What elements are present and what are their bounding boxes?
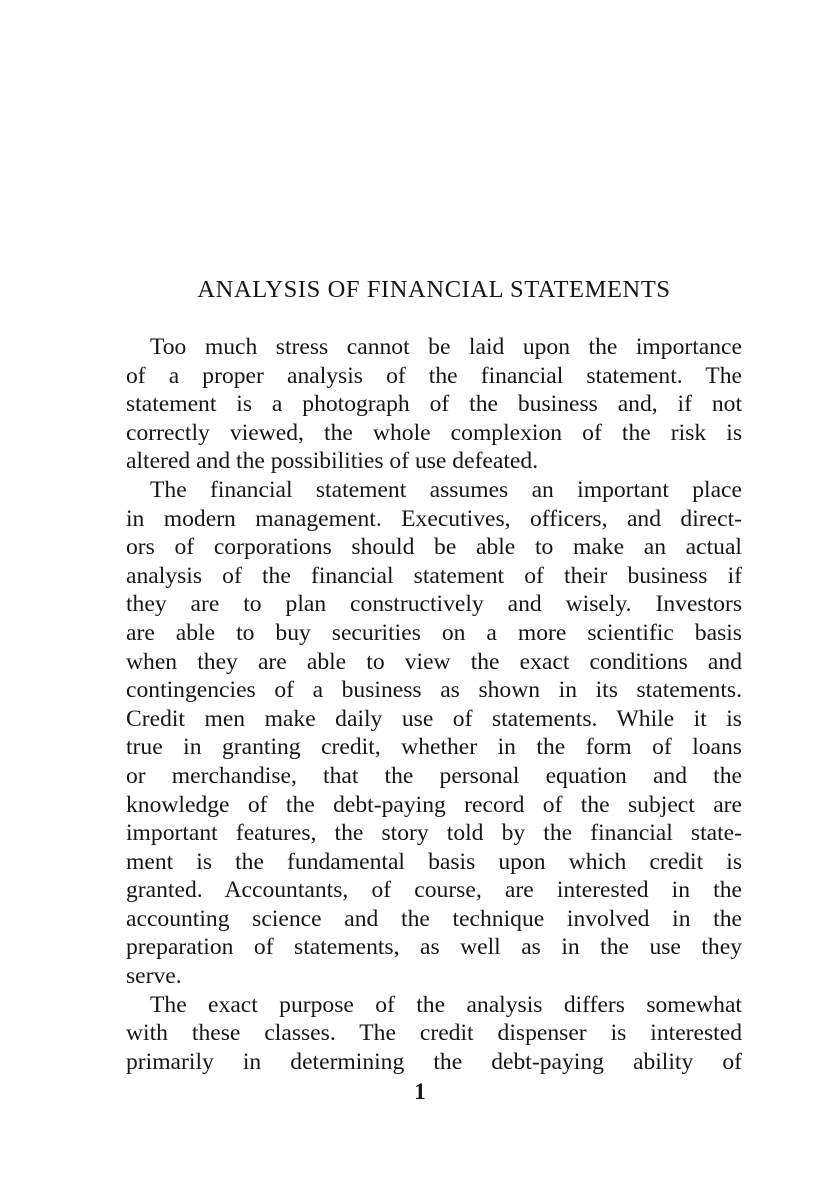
text-line: granted. Accountants, of course, are interested in the — [126, 877, 742, 904]
text-line: correctly viewed, the whole complexion of the risk is — [126, 419, 742, 446]
text-line: contingencies of a business as shown in its statements. — [126, 677, 742, 704]
body-text — [126, 333, 742, 1076]
text-line: are able to buy securities on a more scientific basis — [126, 619, 742, 646]
page-number: 1 — [414, 1079, 426, 1104]
chapter-title: ANALYSIS OF FINANCIAL STATEMENTS — [197, 276, 671, 303]
text-line: preparation of statements, as well as in the use they — [126, 934, 742, 961]
text-line: with these classes. The credit dispenser is interested — [126, 1020, 742, 1047]
text-line: analysis of the financial statement of their business if — [126, 562, 742, 589]
text-line: they are to plan constructively and wisely. Investors — [126, 591, 742, 618]
text-line: statement is a photograph of the business and, if not — [126, 391, 742, 418]
text-line: true in granting credit, whether in the form of loans — [126, 734, 742, 761]
text-line: altered and the possibilities of use defeated. — [126, 448, 539, 475]
text-line: knowledge of the debt-paying record of the subject are — [126, 791, 742, 818]
text-line: serve. — [126, 963, 182, 990]
text-line: Credit men make daily use of statements. While it is — [126, 705, 742, 732]
text-line: ment is the fundamental basis upon which credit is — [126, 848, 742, 875]
text-line: or merchandise, that the personal equation and the — [126, 762, 742, 789]
text-line: accounting science and the technique involved in the — [126, 905, 742, 932]
text-line: when they are able to view the exact conditions and — [126, 648, 742, 675]
text-line: Too much stress cannot be laid upon the importance — [150, 334, 742, 360]
text-line: of a proper analysis of the financial statement. The — [126, 362, 742, 389]
text-line: primarily in determining the debt-paying ability of — [126, 1048, 742, 1075]
text-line: The financial statement assumes an important place — [150, 476, 742, 503]
text-line: in modern management. Executives, officers, and direct- — [126, 505, 742, 532]
text-line: The exact purpose of the analysis differs somewhat — [150, 991, 742, 1018]
text-line: important features, the story told by the financial state- — [126, 820, 742, 847]
text-line: ors of corporations should be able to make an actual — [126, 534, 742, 561]
